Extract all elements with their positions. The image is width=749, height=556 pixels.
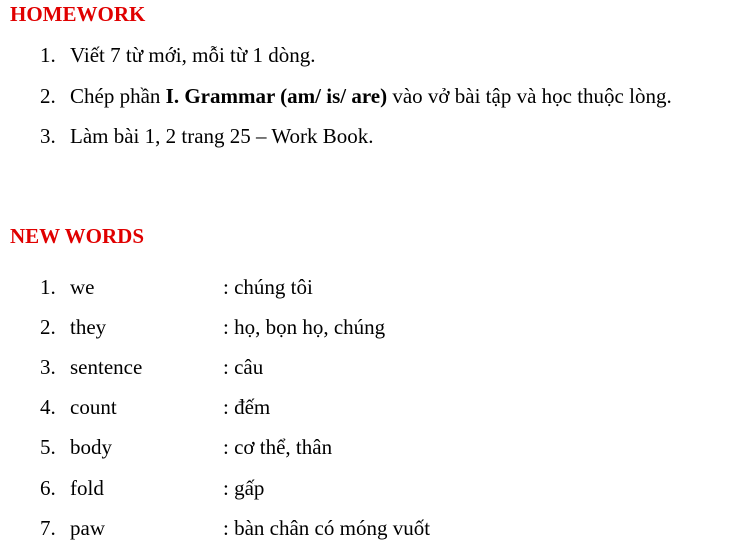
- vocab-word: they: [70, 315, 107, 339]
- vocab-number: 1.: [40, 275, 56, 299]
- vocab-number: 5.: [40, 435, 56, 459]
- homework-heading: HOMEWORK: [10, 2, 146, 26]
- vocab-word: count: [70, 395, 117, 419]
- grammar-section-reference: I. Grammar (am/ is/ are): [165, 84, 388, 108]
- homework-item-number: 1.: [40, 43, 56, 67]
- vocab-word: fold: [70, 476, 104, 500]
- vocab-word: sentence: [70, 355, 143, 379]
- vocab-number: 2.: [40, 315, 56, 339]
- vocab-number: 3.: [40, 355, 56, 379]
- homework-item-text-after: vào vở bài tập và học thuộc lòng.: [387, 84, 672, 108]
- vocab-meaning: : đếm: [223, 395, 271, 419]
- vocab-word: paw: [70, 516, 105, 540]
- vocab-meaning: : cơ thể, thân: [223, 435, 333, 459]
- new-words-heading: NEW WORDS: [10, 224, 145, 248]
- vocab-meaning: : họ, bọn họ, chúng: [223, 315, 386, 339]
- vocab-word: body: [70, 435, 112, 459]
- vocab-meaning: : bàn chân có móng vuốt: [223, 516, 431, 540]
- vocab-word: we: [70, 275, 95, 299]
- vocab-meaning: : gấp: [223, 476, 265, 500]
- homework-item-text: Viết 7 từ mới, mỗi từ 1 dòng.: [70, 43, 316, 67]
- homework-item-number: 2.: [40, 84, 56, 108]
- homework-item-text-before: Chép phần: [70, 84, 166, 108]
- vocab-number: 4.: [40, 395, 56, 419]
- vocab-meaning: : chúng tôi: [223, 275, 313, 299]
- homework-item-text: Làm bài 1, 2 trang 25 – Work Book.: [70, 124, 374, 148]
- homework-item-text: [70, 83, 672, 109]
- vocab-meaning: : câu: [223, 355, 264, 379]
- vocab-number: 7.: [40, 516, 56, 540]
- homework-item-number: 3.: [40, 124, 56, 148]
- vocab-number: 6.: [40, 476, 56, 500]
